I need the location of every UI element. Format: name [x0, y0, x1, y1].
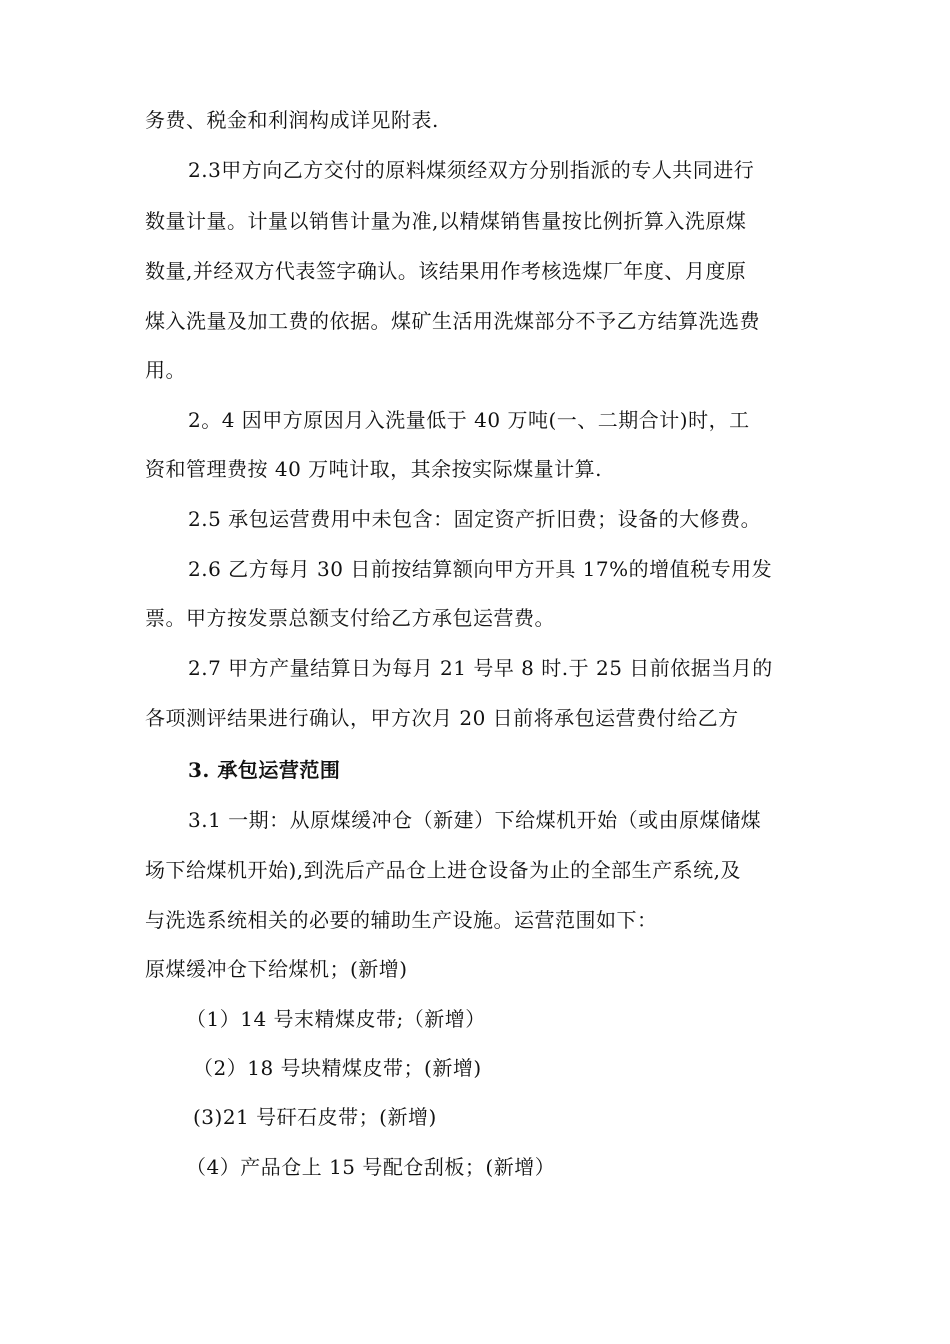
paragraph-line: 2.6 乙方每月 30 日前按结算额向甲方开具 17%的增值税专用发 [188, 557, 773, 581]
paragraph-line: 煤入洗量及加工费的依据。煤矿生活用洗煤部分不予乙方结算洗选费 [145, 309, 760, 333]
paragraph-line: 资和管理费按 40 万吨计取，其余按实际煤量计算. [145, 457, 603, 481]
section-heading: 3. 承包运营范围 [188, 758, 341, 782]
paragraph-line: 2。4 因甲方原因月入洗量低于 40 万吨(一、二期合计)时，工 [188, 408, 750, 432]
paragraph-line: 务费、税金和利润构成详见附表. [145, 108, 439, 132]
paragraph-line: 票。甲方按发票总额支付给乙方承包运营费。 [145, 606, 555, 630]
list-item: （2）18 号块精煤皮带；(新增) [193, 1056, 482, 1080]
paragraph-line: 2.3甲方向乙方交付的原料煤须经双方分别指派的专人共同进行 [188, 158, 755, 182]
paragraph-line: 3.1 一期：从原煤缓冲仓（新建）下给煤机开始（或由原煤储煤 [188, 808, 762, 832]
paragraph-line: 各项测评结果进行确认，甲方次月 20 日前将承包运营费付给乙方 [145, 706, 739, 730]
list-item: (3)21 号矸石皮带；(新增) [193, 1105, 437, 1129]
list-item: （4）产品仓上 15 号配仓刮板；(新增） [186, 1155, 556, 1179]
paragraph-line: 用。 [145, 358, 186, 382]
paragraph-line: 场下给煤机开始),到洗后产品仓上进仓设备为止的全部生产系统,及 [145, 858, 742, 882]
paragraph-line: 数量计量。计量以销售计量为准,以精煤销售量按比例折算入洗原煤 [145, 209, 747, 233]
list-item: 原煤缓冲仓下给煤机；(新增) [145, 957, 408, 981]
paragraph-line: 与洗选系统相关的必要的辅助生产设施。运营范围如下： [145, 908, 658, 932]
paragraph-line: 数量,并经双方代表签字确认。该结果用作考核选煤厂年度、月度原 [145, 259, 747, 283]
list-item: （1）14 号末精煤皮带;（新增） [186, 1007, 486, 1031]
paragraph-line: 2.5 承包运营费用中未包含：固定资产折旧费；设备的大修费。 [188, 507, 762, 531]
paragraph-line: 2.7 甲方产量结算日为每月 21 号早 8 时.于 25 日前依据当月的 [188, 656, 773, 680]
